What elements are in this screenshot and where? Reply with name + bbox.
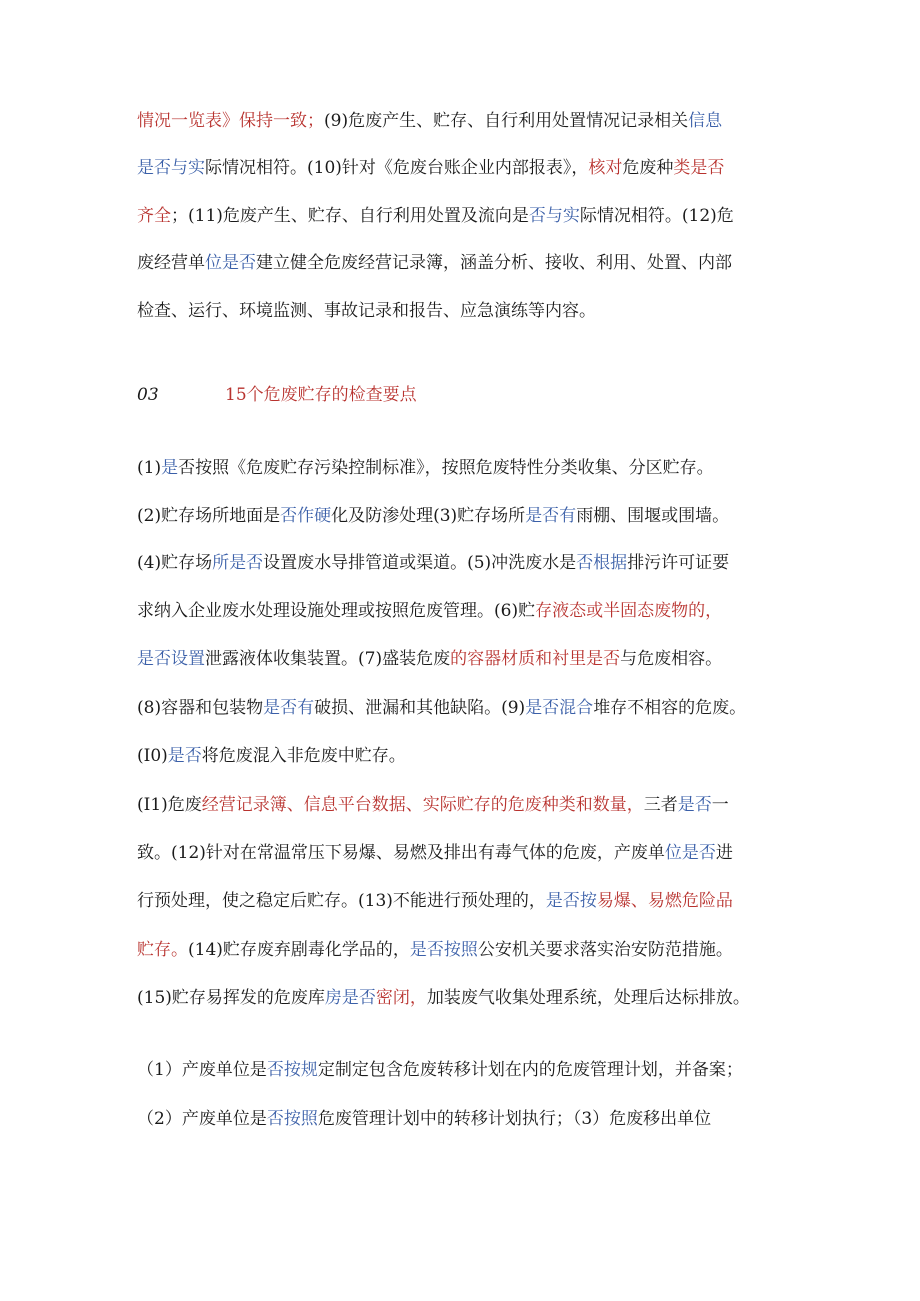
text-segment: 是否设置	[137, 649, 205, 669]
text-segment: 堆存不相容的危废。	[593, 698, 747, 718]
text-segment: 核对	[588, 158, 623, 178]
text-segment: 危废种	[622, 158, 674, 178]
text-segment: 否根据	[576, 553, 628, 573]
text-segment: 是否与实	[137, 158, 205, 178]
text-line	[137, 251, 732, 275]
text-segment: 否按照	[266, 1109, 318, 1129]
text-segment: 定制定包含危废转移计划在内的危废管理计划，并备案；	[317, 1060, 743, 1080]
text-segment: (8)容器和包装物	[137, 698, 264, 718]
text-segment: 求纳入企业废水处理设施处理或按照危废管理。(6)贮	[137, 601, 536, 621]
text-segment: 否作硬	[280, 506, 332, 526]
text-line	[137, 696, 746, 720]
text-segment: 一	[711, 795, 729, 815]
text-segment: 易爆、易燃危险品	[596, 891, 733, 911]
text-segment: 公安机关要求落实治安防范措施。	[477, 940, 733, 960]
text-segment: 情况一览表》保持一致；	[137, 111, 324, 131]
text-segment: 是否混合	[525, 698, 594, 718]
text-line	[137, 599, 722, 623]
text-line	[137, 986, 750, 1010]
text-segment: 贮存。	[137, 940, 188, 960]
text-segment: 否按规	[266, 1060, 318, 1080]
text-segment: 际情况相符。(10)针对《危废台账企业内部报表》，	[205, 158, 589, 178]
text-segment: 齐全	[137, 206, 171, 226]
text-segment: 是否	[677, 795, 712, 815]
text-segment: 是否有	[525, 506, 577, 526]
text-segment: 行预处理，使之稳定后贮存。(13)不能进行预处理的，	[137, 891, 546, 911]
text-segment: (1)	[137, 458, 162, 478]
text-segment: 致。(12)针对在常温常压下易爆、易燃及排出有毒气体的危废，产废单	[137, 843, 665, 863]
text-segment: (2)贮存场所地面是	[137, 506, 281, 526]
text-segment: 位是否	[664, 843, 716, 863]
text-line	[137, 793, 729, 817]
text-segment: (9)危废产生、贮存、自行利用处置情况记录相关	[324, 111, 689, 131]
text-segment: 经营记录簿、信息平台数据、实际贮存的危废种类和数量，	[201, 795, 644, 815]
text-line	[137, 889, 733, 913]
text-line	[137, 204, 734, 228]
text-line	[137, 551, 729, 575]
text-line	[137, 938, 733, 962]
section-title: 15个危废贮存的检查要点	[225, 385, 417, 405]
text-segment: （1）产废单位是	[137, 1060, 267, 1080]
text-segment: 废经营单	[137, 253, 205, 273]
text-segment: 检查、运行、环境监测、事故记录和报告、应急演练等内容。	[137, 301, 596, 321]
text-segment: 密闭，	[375, 988, 427, 1008]
text-segment: 化及防渗处理(3)贮存场所	[331, 506, 526, 526]
text-segment: 将危废混入非危废中贮存。	[201, 746, 406, 766]
text-segment: 危废管理计划中的转移计划执行；（3）危废移出单位	[317, 1109, 712, 1129]
text-segment: 否与实	[528, 206, 580, 226]
text-line	[137, 841, 733, 865]
text-segment: 是	[161, 458, 179, 478]
text-segment: 进	[715, 843, 733, 863]
text-segment: 信息	[688, 111, 723, 131]
text-line	[137, 504, 729, 528]
text-segment: 加装废气收集处理系统，处理后达标排放。	[426, 988, 750, 1008]
text-segment: 雨棚、围堰或围墙。	[576, 506, 730, 526]
text-segment: 是否有	[263, 698, 315, 718]
text-segment: 是否按照	[409, 940, 478, 960]
text-segment: 否按照《危废贮存污染控制标准》，按照危废特性分类收集、分区贮存。	[178, 458, 714, 478]
text-segment: 位是否	[205, 253, 256, 273]
text-segment: 存液态或半固态废物的，	[535, 601, 723, 621]
text-segment: （2）产废单位是	[137, 1109, 267, 1129]
text-segment: ；(11)危废产生、贮存、自行利用处置及流向是	[171, 206, 529, 226]
text-segment: 的容器材质和衬里是否	[450, 649, 621, 669]
text-segment: 际情况相符。(12)危	[579, 206, 734, 226]
text-segment: (I0)	[137, 746, 168, 766]
text-segment: (I1)危废	[137, 795, 202, 815]
text-segment: 房是否	[324, 988, 376, 1008]
text-line	[137, 456, 714, 480]
text-segment: 与危废相容。	[620, 649, 723, 669]
text-segment: (14)贮存废弃剧毒化学品的，	[188, 940, 410, 960]
text-line	[137, 156, 724, 180]
text-segment: 所是否	[212, 553, 264, 573]
text-segment: 设置废水导排管道或渠道。(5)冲洗废水是	[263, 553, 577, 573]
text-segment: 排污许可证要	[627, 553, 730, 573]
text-segment: (15)贮存易挥发的危废库	[137, 988, 325, 1008]
text-segment: 是否按	[545, 891, 597, 911]
text-line	[137, 744, 406, 768]
text-line	[137, 1058, 743, 1082]
text-line	[137, 109, 722, 133]
text-segment: 类是否	[673, 158, 725, 178]
section-number: 03	[137, 385, 159, 405]
text-line	[137, 1107, 711, 1131]
text-segment: 建立健全危废经营记录簿，涵盖分析、接收、利用、处置、内部	[256, 253, 732, 273]
text-segment: (4)贮存场	[137, 553, 213, 573]
text-segment: 是否	[167, 746, 202, 766]
text-segment: 泄露液体收集装置。(7)盛装危废	[205, 649, 451, 669]
text-segment: 破损、泄漏和其他缺陷。(9)	[314, 698, 526, 718]
text-line	[137, 299, 596, 323]
text-line	[137, 647, 722, 671]
text-segment: 三者	[643, 795, 678, 815]
